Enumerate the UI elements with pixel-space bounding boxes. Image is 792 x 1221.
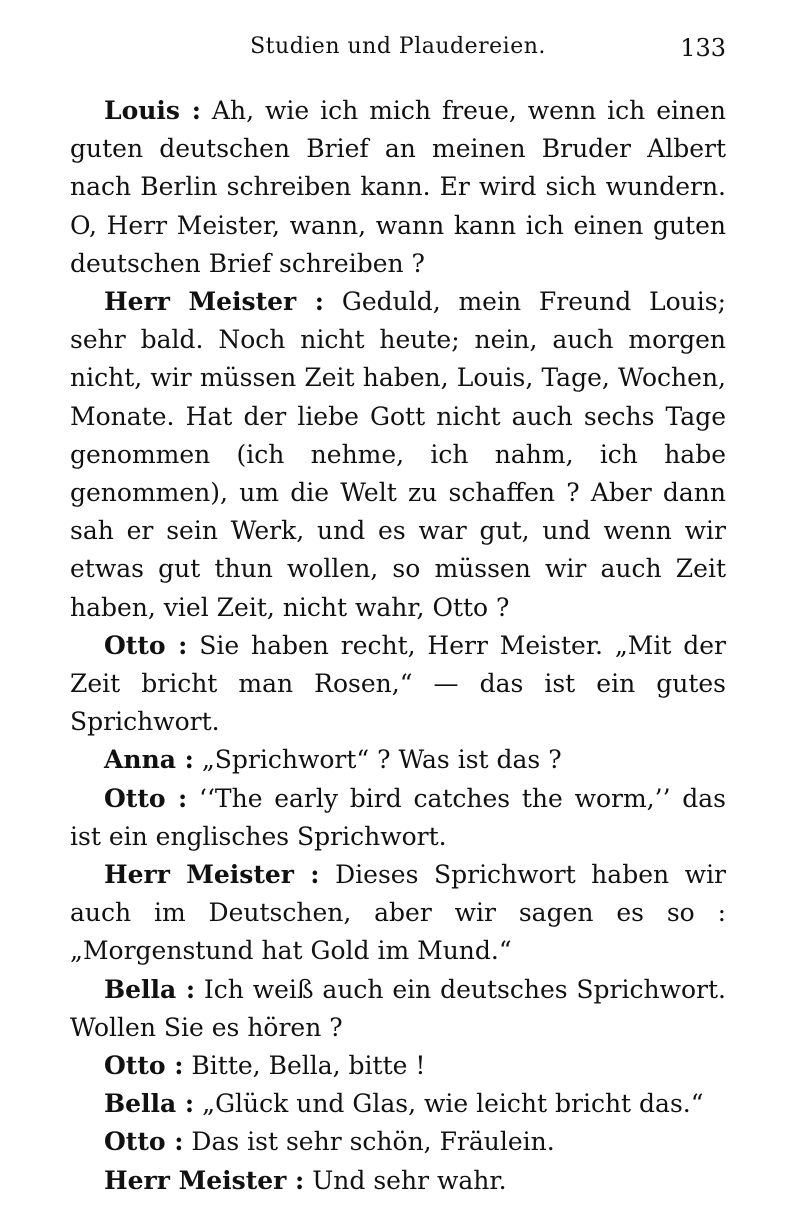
dialogue-paragraph <box>70 741 726 779</box>
speaker-name: Louis : <box>104 96 201 125</box>
dialogue-text: „Glück und Glas, wie leicht bricht das.“ <box>194 1089 704 1119</box>
dialogue-paragraph <box>70 856 726 971</box>
dialogue-text: ‘‘The early bird catches the worm,’’ das ist ein englisches Sprichwort. <box>70 783 726 851</box>
dialogue-paragraph <box>70 283 726 627</box>
speaker-name: Otto : <box>104 783 188 813</box>
running-title: Studien und Plaudereien. <box>250 34 546 59</box>
speaker-name: Otto : <box>104 630 188 660</box>
dialogue-text: „Sprichwort“ ? Was ist das ? <box>193 745 562 775</box>
dialogue-paragraph <box>70 1085 726 1123</box>
page-header <box>70 34 726 70</box>
speaker-name: Herr Meister : <box>104 1165 305 1195</box>
speaker-name: Herr Meister : <box>104 860 320 890</box>
dialogue-paragraph <box>70 971 726 1047</box>
dialogue-paragraph <box>70 92 726 283</box>
dialogue-text: Geduld, mein Freund Louis; sehr bald. Noch nicht heute; nein, auch morgen nicht, wir müssen Zeit haben, Louis, Tage, Wochen, Monate. Hat der liebe Gott nicht auch sechs Tage genommen (ich nehme, ich nahm, ich habe genommen), um die Welt zu schaffen ? Aber dann sah er sein Werk, und es war gut, und wenn wir etwas gut thun wollen, so müssen wir auch Zeit haben, viel Zeit, nicht wahr, Otto ? <box>70 287 727 622</box>
dialogue-paragraph <box>70 1047 726 1085</box>
dialogue-text: Ich weiß auch ein deutsches Sprichwort. Wollen Sie es hören ? <box>70 974 727 1042</box>
dialogue-text: Bitte, Bella, bitte ! <box>183 1051 426 1081</box>
page-number: 133 <box>680 34 726 62</box>
speaker-name: Bella : <box>104 974 196 1004</box>
speaker-name: Otto : <box>104 1127 184 1157</box>
speaker-name: Anna : <box>104 745 194 775</box>
speaker-name: Bella : <box>104 1089 195 1119</box>
dialogue-text: Und sehr wahr. <box>304 1165 507 1195</box>
speaker-name: Herr Meister : <box>104 287 325 317</box>
dialogue-paragraph <box>70 1123 726 1161</box>
dialogue-body <box>70 92 726 1200</box>
dialogue-text: Ah, wie ich mich freue, wenn ich einen guten deutschen Brief an meinen Bruder Albert nach Berlin schreiben kann. Er wird sich wundern. O, Herr Meister, wann, wann kann ich einen guten deutschen Brief schreiben ? <box>70 96 726 278</box>
speaker-name: Otto : <box>104 1051 184 1081</box>
dialogue-text: Das ist sehr schön, Fräulein. <box>183 1127 555 1157</box>
dialogue-text: Dieses Sprichwort haben wir auch im Deutschen, aber wir sagen es so : „Morgenstund hat Gold im Mund.“ <box>70 860 727 966</box>
dialogue-text: Sie haben recht, Herr Meister. „Mit der Zeit bricht man Rosen,“ — das ist ein gutes Sprichwort. <box>70 630 727 737</box>
dialogue-paragraph <box>70 627 726 742</box>
dialogue-paragraph <box>70 780 726 856</box>
dialogue-paragraph <box>70 1162 726 1200</box>
